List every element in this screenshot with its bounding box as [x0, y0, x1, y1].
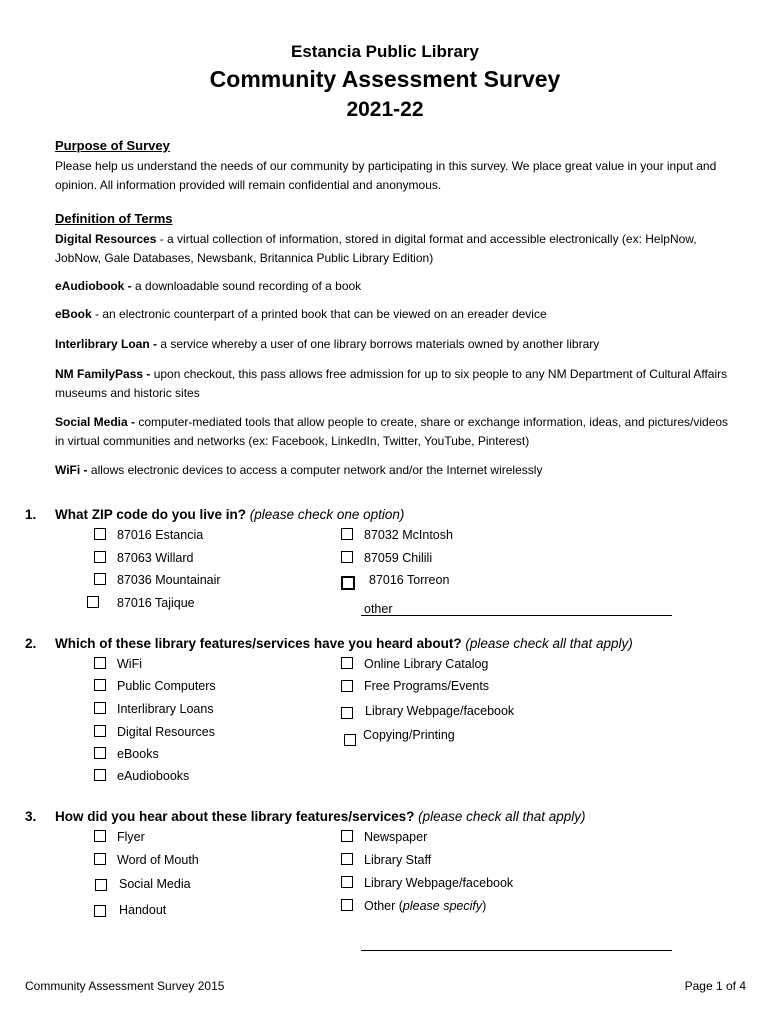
- checkbox-other-source[interactable]: [341, 899, 353, 911]
- definition-text: - a virtual collection of information, stored in digital format and accessible electronically (ex: HelpNow, JobNow, Gale Databases, Newsbank, Britannica Public Library Edition): [55, 232, 697, 265]
- other-prefix: Other (: [364, 899, 403, 913]
- checkbox-zip-87016-estancia[interactable]: [94, 528, 106, 540]
- definition-term: Social Media -: [55, 415, 136, 429]
- page-number: Page 1 of 4: [684, 979, 746, 993]
- option-label: Digital Resources: [117, 725, 215, 739]
- checkbox-eaudiobooks[interactable]: [94, 769, 106, 781]
- definition-term: eAudiobook -: [55, 279, 132, 293]
- checkbox-library-webpage-facebook[interactable]: [341, 707, 353, 719]
- option-label: Library Webpage/facebook: [365, 704, 515, 718]
- question-text: What ZIP code do you live in?: [55, 507, 247, 522]
- definition-term: eBook: [55, 307, 92, 321]
- page-title: Community Assessment Survey: [209, 66, 561, 92]
- option-label: Word of Mouth: [117, 853, 199, 867]
- checkbox-social-media[interactable]: [95, 879, 107, 891]
- option-label: Interlibrary Loans: [117, 702, 214, 716]
- option-label: eBooks: [117, 747, 159, 761]
- definition-text: upon checkout, this pass allows free admission for up to six people to any NM Department of Cultural Affairs museums and historic sites: [55, 367, 728, 400]
- definition-term: WiFi -: [55, 463, 88, 477]
- checkbox-zip-87032-mcintosh[interactable]: [341, 528, 353, 540]
- definition-term: NM FamilyPass -: [55, 367, 151, 381]
- definition-social-media: [55, 413, 735, 451]
- definition-digital-resources: [55, 230, 735, 268]
- checkbox-copying-printing[interactable]: [344, 734, 356, 746]
- other-italic: please specify: [402, 899, 483, 913]
- option-label: Library Staff: [364, 853, 432, 867]
- definition-term: Interlibrary Loan -: [55, 337, 158, 351]
- other-zip-input-line[interactable]: [361, 615, 672, 616]
- checkbox-online-library-catalog[interactable]: [341, 657, 353, 669]
- question-3-text: [55, 809, 585, 824]
- checkbox-zip-87036-mountainair[interactable]: [94, 573, 106, 585]
- checkbox-digital-resources[interactable]: [94, 725, 106, 737]
- option-label: Flyer: [117, 830, 145, 844]
- option-label: 87016 Tajique: [117, 596, 195, 610]
- option-label: 87016 Estancia: [117, 528, 204, 542]
- checkbox-flyer[interactable]: [94, 830, 106, 842]
- option-label: 87059 Chilili: [364, 551, 433, 565]
- checkbox-library-webpage-facebook-source[interactable]: [341, 876, 353, 888]
- checkbox-zip-87016-tajique[interactable]: [87, 596, 99, 608]
- definition-nm-familypass: [55, 365, 735, 403]
- checkbox-zip-87016-torreon[interactable]: [341, 576, 355, 590]
- definition-ebook: [55, 305, 735, 324]
- option-label: 87063 Willard: [117, 551, 194, 565]
- option-label: 87036 Mountainair: [117, 573, 221, 587]
- question-hint: (please check all that apply): [465, 636, 633, 651]
- checkbox-interlibrary-loans[interactable]: [94, 702, 106, 714]
- question-number: 2.: [25, 636, 37, 651]
- definition-text: - an electronic counterpart of a printed book that can be viewed on an ereader device: [91, 307, 547, 321]
- other-source-input-line[interactable]: [361, 950, 672, 951]
- checkbox-newspaper[interactable]: [341, 830, 353, 842]
- option-label: Newspaper: [364, 830, 428, 844]
- definitions-heading: Definition of Terms: [55, 211, 173, 226]
- other-suffix: ): [482, 899, 487, 913]
- definition-term: Digital Resources: [55, 232, 157, 246]
- checkbox-zip-87059-chilili[interactable]: [341, 551, 353, 563]
- option-label: Social Media: [119, 877, 191, 891]
- checkbox-public-computers[interactable]: [94, 679, 106, 691]
- definition-wifi: [55, 461, 735, 480]
- other-specify-label: [364, 899, 486, 913]
- question-hint: (please check all that apply): [418, 809, 586, 824]
- question-1-text: [55, 507, 404, 522]
- option-label: 87016 Torreon: [369, 573, 450, 587]
- question-hint: (please check one option): [249, 507, 405, 522]
- question-number: 1.: [25, 507, 37, 522]
- option-label: Online Library Catalog: [364, 657, 489, 671]
- option-label: WiFi: [117, 657, 142, 671]
- checkbox-ebooks[interactable]: [94, 747, 106, 759]
- option-label: eAudiobooks: [117, 769, 190, 783]
- definition-text: allows electronic devices to access a computer network and/or the Internet wirelessly: [87, 463, 543, 477]
- checkbox-zip-87063-willard[interactable]: [94, 551, 106, 563]
- purpose-text: Please help us understand the needs of our community by participating in this survey. We place great value in your input and opinion. All information provided will remain confidential and anonymous.: [55, 159, 717, 192]
- definition-text: computer-mediated tools that allow people to create, share or exchange information, ideas, and pictures/videos in virtual communities and networks (ex: Facebook, LinkedIn, Twitter, YouTube, Pinterest): [55, 415, 729, 448]
- footer-title: Community Assessment Survey 2015: [25, 979, 225, 993]
- option-label: Public Computers: [117, 679, 216, 693]
- option-label: Copying/Printing: [363, 728, 455, 742]
- definition-text: a service whereby a user of one library borrows materials owned by another library: [157, 337, 600, 351]
- definition-eaudiobook: [55, 277, 735, 296]
- question-2-text: [55, 636, 633, 651]
- option-label: Library Webpage/facebook: [364, 876, 514, 890]
- option-label: 87032 McIntosh: [364, 528, 453, 542]
- checkbox-word-of-mouth[interactable]: [94, 853, 106, 865]
- checkbox-library-staff[interactable]: [341, 853, 353, 865]
- checkbox-free-programs-events[interactable]: [341, 680, 353, 692]
- checkbox-wifi[interactable]: [94, 657, 106, 669]
- option-label: Free Programs/Events: [364, 679, 490, 693]
- purpose-heading: Purpose of Survey: [55, 138, 170, 153]
- question-text: Which of these library features/services have you heard about?: [55, 636, 462, 651]
- option-label: Handout: [119, 903, 167, 917]
- definition-interlibrary-loan: [55, 335, 735, 354]
- library-name: Estancia Public Library: [290, 42, 479, 61]
- other-label: other: [364, 602, 393, 616]
- survey-year: 2021-22: [346, 98, 424, 121]
- checkbox-handout[interactable]: [94, 905, 106, 917]
- definition-text: a downloadable sound recording of a book: [131, 279, 362, 293]
- question-text: How did you hear about these library features/services?: [55, 809, 415, 824]
- question-number: 3.: [25, 809, 37, 824]
